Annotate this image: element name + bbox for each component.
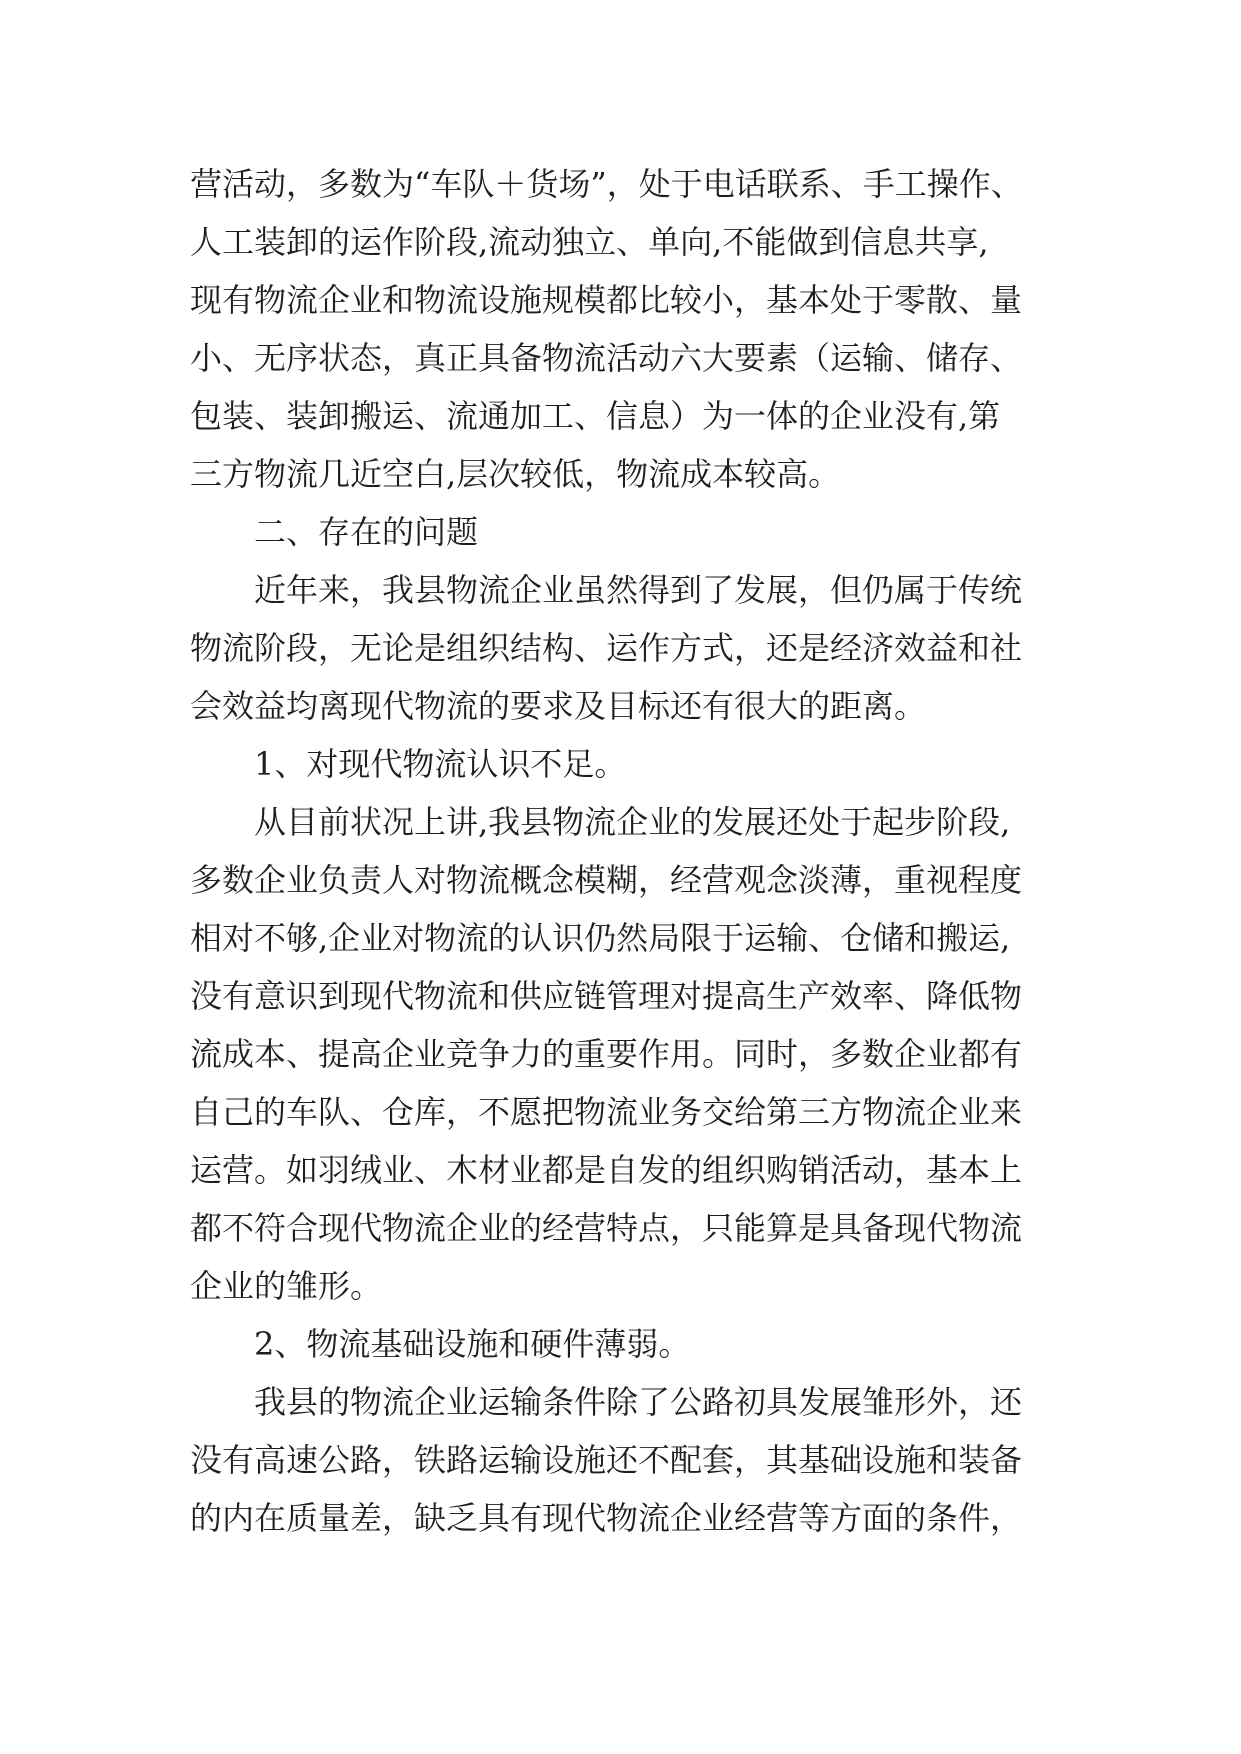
text-line: 都不符合现代物流企业的经营特点，只能算是具备现代物流 xyxy=(190,1209,1023,1247)
subsection-heading: 2、物流基础设施和硬件薄弱。 xyxy=(254,1325,691,1363)
text-line: 没有高速公路，铁路运输设施还不配套，其基础设施和装备 xyxy=(190,1441,1023,1479)
text-line: 的内在质量差，缺乏具有现代物流企业经营等方面的条件， xyxy=(190,1499,1023,1537)
text-line: 流成本、提高企业竞争力的重要作用。同时，多数企业都有 xyxy=(190,1035,1023,1073)
section-heading: 二、存在的问题 xyxy=(254,513,479,551)
text-line: 自己的车队、仓库，不愿把物流业务交给第三方物流企业来 xyxy=(190,1093,1023,1131)
text-line: 小、无序状态，真正具备物流活动六大要素（运输、储存、 xyxy=(190,339,1023,377)
text-line: 包装、装卸搬运、流通加工、信息）为一体的企业没有,第 xyxy=(190,397,1001,435)
text-line: 运营。如羽绒业、木材业都是自发的组织购销活动，基本上 xyxy=(190,1151,1023,1189)
paragraph-first-line: 从目前状况上讲,我县物流企业的发展还处于起步阶段, xyxy=(254,803,1011,841)
text-line: 会效益均离现代物流的要求及目标还有很大的距离。 xyxy=(190,687,927,725)
subsection-heading: 1、对现代物流认识不足。 xyxy=(254,745,627,783)
text-line: 相对不够,企业对物流的认识仍然局限于运输、仓储和搬运, xyxy=(190,919,1011,957)
text-line: 多数企业负责人对物流概念模糊，经营观念淡薄，重视程度 xyxy=(190,861,1023,899)
text-line: 现有物流企业和物流设施规模都比较小，基本处于零散、量 xyxy=(190,281,1023,319)
text-line: 物流阶段，无论是组织结构、运作方式，还是经济效益和社 xyxy=(190,629,1023,667)
text-line: 没有意识到现代物流和供应链管理对提高生产效率、降低物 xyxy=(190,977,1023,1015)
document-body xyxy=(190,155,1070,1547)
paragraph-first-line: 近年来，我县物流企业虽然得到了发展，但仍属于传统 xyxy=(254,571,1023,609)
text-line: 营活动，多数为“车队＋货场”，处于电话联系、手工操作、 xyxy=(190,165,1023,203)
text-line: 人工装卸的运作阶段,流动独立、单向,不能做到信息共享, xyxy=(190,223,989,261)
text-line: 三方物流几近空白,层次较低，物流成本较高。 xyxy=(190,455,841,493)
paragraph-first-line: 我县的物流企业运输条件除了公路初具发展雏形外，还 xyxy=(254,1383,1023,1421)
text-line: 企业的雏形。 xyxy=(190,1267,383,1305)
